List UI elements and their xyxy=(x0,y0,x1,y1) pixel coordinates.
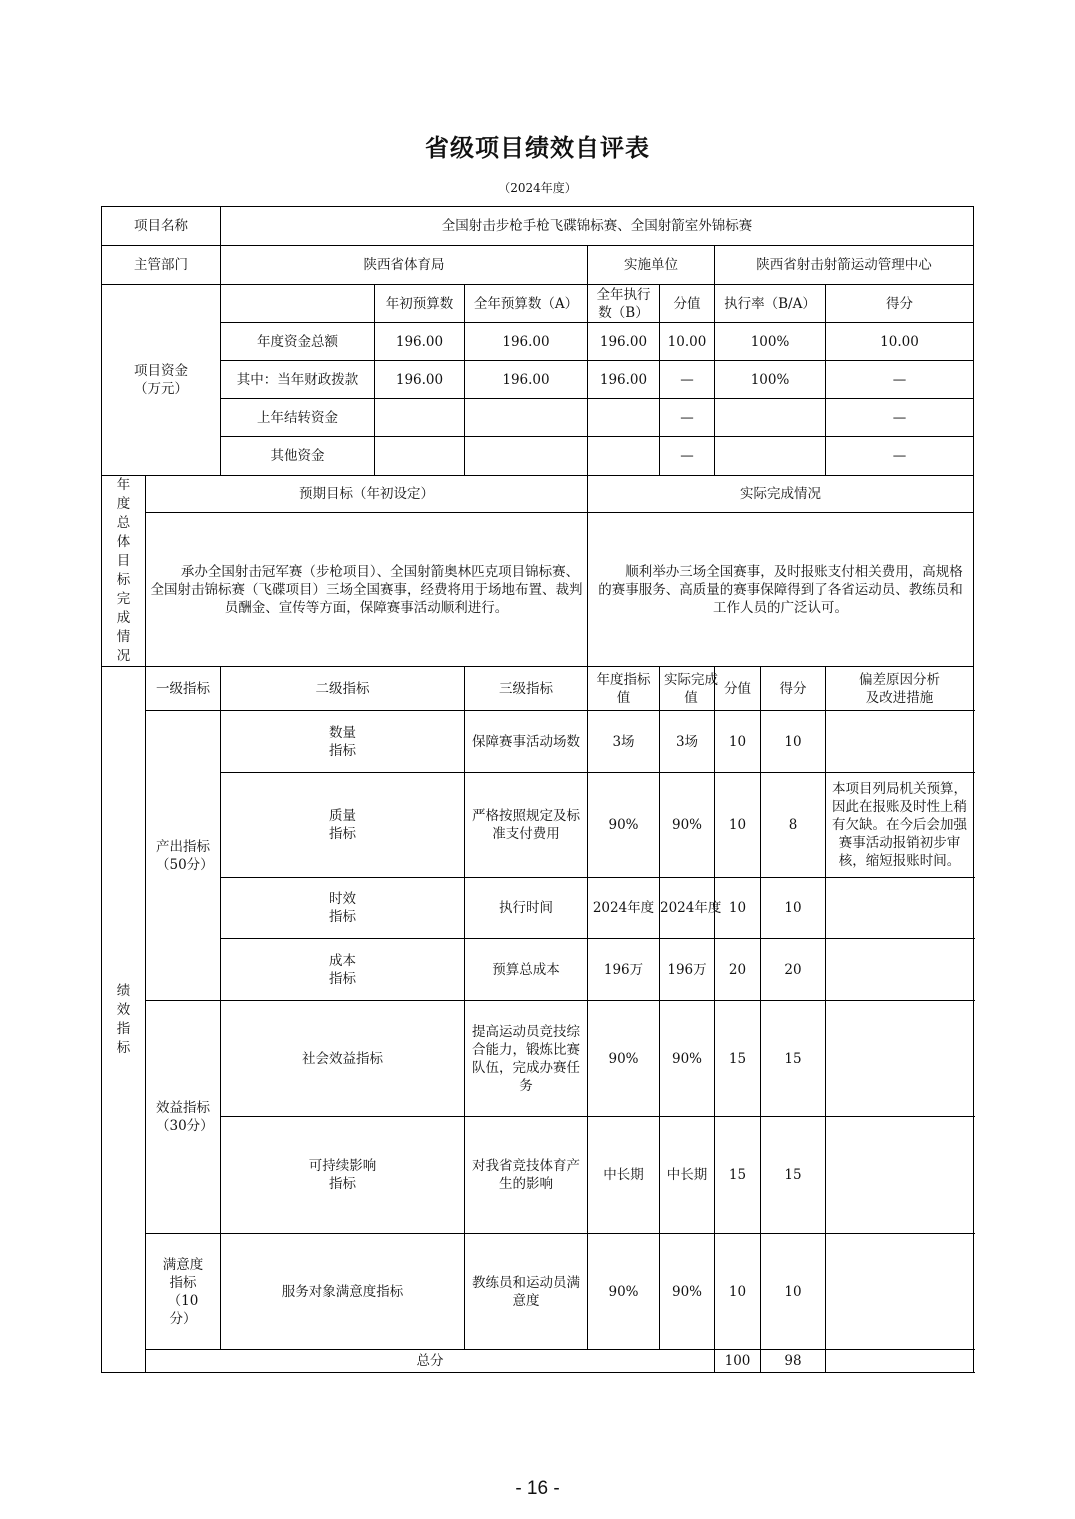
deviation xyxy=(826,711,974,773)
deviation xyxy=(826,1001,974,1117)
score-value: 15 xyxy=(715,1117,761,1234)
level3-label: 严格按照规定及标准支付费用 xyxy=(465,773,588,878)
score: 15 xyxy=(761,1001,826,1117)
project-name-label: 项目名称 xyxy=(102,207,221,246)
actual-value: 2024年度 xyxy=(660,878,715,939)
deviation xyxy=(826,1117,974,1234)
funds-header-executed: 全年执行数（B） xyxy=(588,285,660,323)
ind-header-level3: 三级指标 xyxy=(465,667,588,711)
project-name-value: 全国射击步枪手枪飞碟锦标赛、全国射箭室外锦标赛 xyxy=(221,207,974,246)
level3-label: 保障赛事活动场数 xyxy=(465,711,588,773)
goals-section-label: 年度总体目标完成情况 xyxy=(102,476,146,667)
score-value: 10 xyxy=(715,1234,761,1350)
score: 10 xyxy=(761,711,826,773)
funds-annual: 196.00 xyxy=(465,323,588,361)
funds-row-label: 上年结转资金 xyxy=(221,399,375,437)
funds-rate xyxy=(715,437,826,476)
indicator-row xyxy=(102,711,974,773)
total-blank xyxy=(826,1350,974,1373)
total-score-value: 100 xyxy=(715,1350,761,1373)
indicator-row xyxy=(102,773,974,878)
funds-rate xyxy=(715,399,826,437)
level2-label: 时效指标 xyxy=(221,878,465,939)
funds-initial: 196.00 xyxy=(375,361,465,399)
funds-score-value: — xyxy=(660,361,715,399)
dept-label: 主管部门 xyxy=(102,246,221,285)
level2-label: 服务对象满意度指标 xyxy=(221,1234,465,1350)
ind-header-deviation: 偏差原因分析及改进措施 xyxy=(826,667,974,711)
funds-score: — xyxy=(826,399,974,437)
actual-value: 3场 xyxy=(660,711,715,773)
indicators-section-label: 绩效指标 xyxy=(102,667,146,1373)
funds-header-initial: 年初预算数 xyxy=(375,285,465,323)
score-value: 10 xyxy=(715,711,761,773)
funds-row xyxy=(102,323,974,361)
deviation xyxy=(826,939,974,1001)
score: 20 xyxy=(761,939,826,1001)
funds-header-rate: 执行率（B/A） xyxy=(715,285,826,323)
target-value: 90% xyxy=(588,1234,660,1350)
evaluation-table xyxy=(101,206,974,1373)
ind-header-score-value: 分值 xyxy=(715,667,761,711)
impl-label: 实施单位 xyxy=(588,246,715,285)
funds-rate: 100% xyxy=(715,361,826,399)
level3-label: 教练员和运动员满意度 xyxy=(465,1234,588,1350)
actual-value: 90% xyxy=(660,1234,715,1350)
deviation xyxy=(826,878,974,939)
funds-score-value: — xyxy=(660,437,715,476)
ind-header-level1: 一级指标 xyxy=(146,667,221,711)
goals-expected-text: 承办全国射击冠军赛（步枪项目）、全国射箭奥林匹克项目锦标赛、全国射击锦标赛（飞碟项目）三场全国赛事，经费将用于场地布置、裁判员酬金、宣传等方面，保障赛事活动顺利进行。 xyxy=(146,513,588,667)
ind-header-actual: 实际完成值 xyxy=(660,667,715,711)
level3-label: 预算总成本 xyxy=(465,939,588,1001)
funds-annual: 196.00 xyxy=(465,361,588,399)
score-value: 20 xyxy=(715,939,761,1001)
score: 8 xyxy=(761,773,826,878)
target-value: 2024年度 xyxy=(588,878,660,939)
actual-value: 90% xyxy=(660,1001,715,1117)
funds-score: 10.00 xyxy=(826,323,974,361)
funds-row-label: 年度资金总额 xyxy=(221,323,375,361)
level1-output: 产出指标（50分） xyxy=(146,711,221,1001)
target-value: 196万 xyxy=(588,939,660,1001)
page-number: - 16 - xyxy=(515,1478,560,1499)
indicator-row xyxy=(102,1117,974,1234)
goals-actual-header: 实际完成情况 xyxy=(588,476,974,513)
level1-benefit: 效益指标（30分） xyxy=(146,1001,221,1234)
ind-header-target: 年度指标值 xyxy=(588,667,660,711)
funds-initial xyxy=(375,437,465,476)
funds-row xyxy=(102,437,974,476)
goals-actual-text: 顺利举办三场全国赛事，及时报账支付相关费用，高规格的赛事服务、高质量的赛事保障得到了各省运动员、教练员和工作人员的广泛认可。 xyxy=(588,513,974,667)
page-title: 省级项目绩效自评表 xyxy=(425,133,650,162)
target-value: 90% xyxy=(588,1001,660,1117)
score-value: 10 xyxy=(715,878,761,939)
total-score: 98 xyxy=(761,1350,826,1373)
target-value: 中长期 xyxy=(588,1117,660,1234)
impl-value: 陕西省射击射箭运动管理中心 xyxy=(715,246,974,285)
report-year: （2024年度） xyxy=(498,181,577,195)
funds-rate: 100% xyxy=(715,323,826,361)
level2-label: 质量指标 xyxy=(221,773,465,878)
funds-header-blank xyxy=(221,285,375,323)
score: 10 xyxy=(761,878,826,939)
actual-value: 90% xyxy=(660,773,715,878)
funds-header-score-value: 分值 xyxy=(660,285,715,323)
deviation: 本项目列局机关预算，因此在报账及时性上稍有欠缺。在今后会加强赛事活动报销初步审核，缩短报账时间。 xyxy=(826,773,974,878)
level3-label: 对我省竞技体育产生的影响 xyxy=(465,1117,588,1234)
deviation xyxy=(826,1234,974,1350)
level2-label: 社会效益指标 xyxy=(221,1001,465,1117)
funds-executed xyxy=(588,399,660,437)
level3-label: 执行时间 xyxy=(465,878,588,939)
indicator-row xyxy=(102,1001,974,1117)
level2-label: 数量指标 xyxy=(221,711,465,773)
funds-score: — xyxy=(826,437,974,476)
indicator-row xyxy=(102,878,974,939)
funds-executed: 196.00 xyxy=(588,361,660,399)
funds-header-score: 得分 xyxy=(826,285,974,323)
goals-expected-header: 预期目标（年初设定） xyxy=(146,476,588,513)
level2-label: 可持续影响指标 xyxy=(221,1117,465,1234)
ind-header-level2: 二级指标 xyxy=(221,667,465,711)
funds-score-value: 10.00 xyxy=(660,323,715,361)
score-value: 15 xyxy=(715,1001,761,1117)
funds-annual xyxy=(465,399,588,437)
dept-value: 陕西省体育局 xyxy=(221,246,588,285)
funds-score: — xyxy=(826,361,974,399)
funds-row-label: 其中：当年财政拨款 xyxy=(221,361,375,399)
score: 10 xyxy=(761,1234,826,1350)
level2-label: 成本指标 xyxy=(221,939,465,1001)
funds-annual xyxy=(465,437,588,476)
funds-section-label: 项目资金（万元） xyxy=(102,285,221,476)
score: 15 xyxy=(761,1117,826,1234)
total-label: 总分 xyxy=(146,1350,715,1373)
funds-row xyxy=(102,361,974,399)
funds-initial xyxy=(375,399,465,437)
score-value: 10 xyxy=(715,773,761,878)
indicator-row xyxy=(102,1234,974,1350)
target-value: 3场 xyxy=(588,711,660,773)
level3-label: 提高运动员竞技综合能力，锻炼比赛队伍，完成办赛任务 xyxy=(465,1001,588,1117)
ind-header-score: 得分 xyxy=(761,667,826,711)
actual-value: 196万 xyxy=(660,939,715,1001)
target-value: 90% xyxy=(588,773,660,878)
funds-header-annual: 全年预算数（A） xyxy=(465,285,588,323)
level1-satisfaction: 满意度指标（10分） xyxy=(146,1234,221,1350)
funds-initial: 196.00 xyxy=(375,323,465,361)
funds-score-value: — xyxy=(660,399,715,437)
funds-row-label: 其他资金 xyxy=(221,437,375,476)
funds-executed xyxy=(588,437,660,476)
actual-value: 中长期 xyxy=(660,1117,715,1234)
funds-executed: 196.00 xyxy=(588,323,660,361)
indicator-row xyxy=(102,939,974,1001)
funds-row xyxy=(102,399,974,437)
